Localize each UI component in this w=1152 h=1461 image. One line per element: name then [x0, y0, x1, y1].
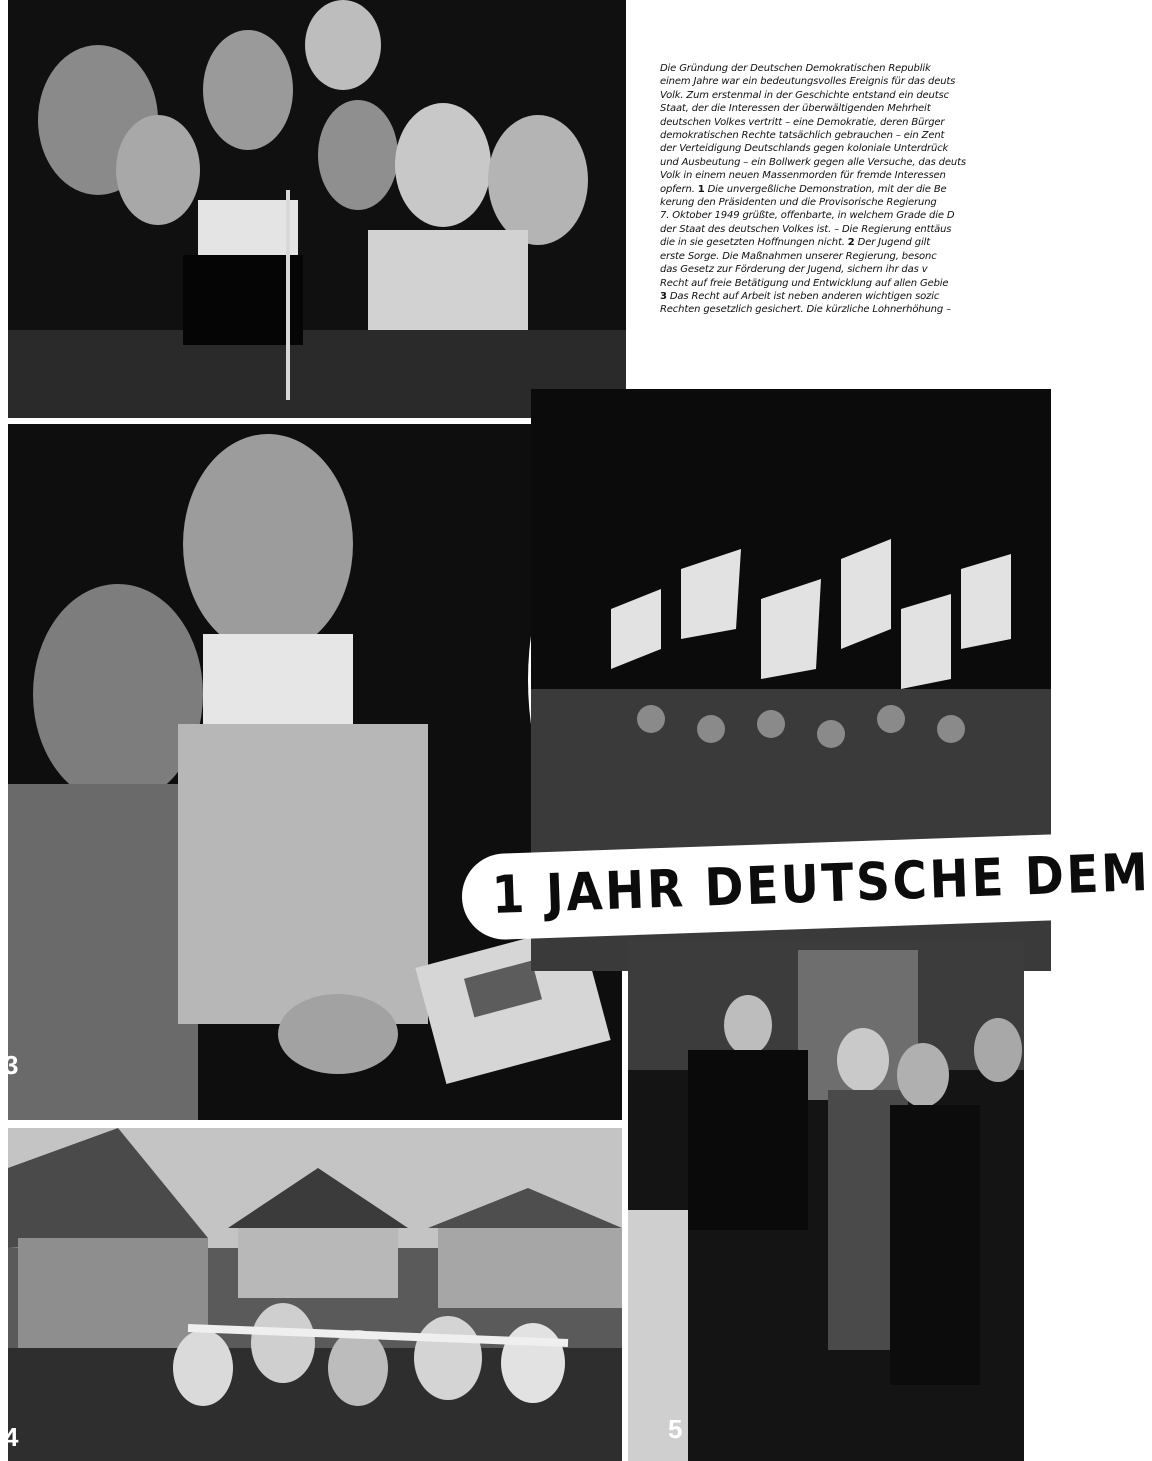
photo-meeting-doorway-image: [628, 940, 1024, 1461]
intro-line: Recht auf freie Betätigung und Entwicklung auf allen Gebie: [660, 277, 949, 289]
photo-workers-wages-image: [8, 424, 622, 1120]
intro-line: opfern. 1 Die unvergeßliche Demonstration, mit der die Be: [660, 183, 947, 195]
intro-line: kerung den Präsidenten und die Provisorische Regierung: [660, 197, 937, 209]
photo-workers-wages: [4, 424, 622, 1120]
photo-number-4: 4: [4, 1422, 19, 1452]
intro-line: Die Gründung der Deutschen Demokratischen Republik: [660, 63, 931, 74]
photo-meeting-doorway: [628, 940, 1024, 1461]
intro-line: einem Jahre war ein bedeutungsvolles Ereignis für das deuts: [660, 76, 956, 88]
intro-line: die in sie gesetzten Hoffnungen nicht. 2 Der Jugend gilt: [660, 237, 931, 249]
photo-youth-experiment-image: [8, 0, 626, 418]
intro-line: demokratischen Rechte tatsächlich gebrauchen – ein Zent: [660, 130, 945, 142]
photo-village-youth: [4, 1128, 622, 1461]
intro-line: Rechten gesetzlich gesichert. Die kürzliche Lohnerhöhung –: [660, 304, 951, 316]
intro-line: 7. Oktober 1949 grüßte, offenbarte, in welchem Grade die D: [660, 210, 955, 222]
intro-line: der Verteidigung Deutschlands gegen koloniale Unterdrück: [660, 143, 949, 155]
banner-title: 1 JAHR DEUTSCHE DEM: [490, 842, 1152, 926]
intro-line: das Gesetz zur Förderung der Jugend, sichern ihr das v: [660, 264, 928, 276]
intro-line: deutschen Volkes vertritt – eine Demokratie, deren Bürger: [660, 116, 945, 128]
intro-line: 3 Das Recht auf Arbeit ist neben anderen wichtigen sozic: [660, 290, 940, 302]
photo-youth-experiment: [8, 0, 626, 418]
intro-line: Staat, der die Interessen der überwältigenden Mehrheit: [660, 103, 931, 115]
photo-ref-3: 3: [660, 290, 667, 302]
intro-line: und Ausbeutung – ein Bollwerk gegen alle Versuche, das deuts: [660, 156, 966, 168]
photo-number-3: 3: [4, 1050, 19, 1080]
intro-line: Volk in einem neuen Massenmorden für fremde Interessen: [660, 170, 946, 182]
photo-village-youth-image: [8, 1128, 622, 1461]
photo-number-5: 5: [668, 1414, 683, 1444]
photo-ref-2: 2: [847, 237, 855, 249]
photo-ref-1: 1: [697, 183, 705, 195]
intro-line: Volk. Zum erstenmal in der Geschichte entstand ein deutsc: [660, 89, 949, 101]
intro-line: der Staat des deutschen Volkes ist. – Die Regierung enttäus: [660, 223, 952, 235]
intro-text: [660, 62, 1024, 392]
intro-line: erste Sorge. Die Maßnahmen unserer Regierung, besonc: [660, 250, 937, 262]
